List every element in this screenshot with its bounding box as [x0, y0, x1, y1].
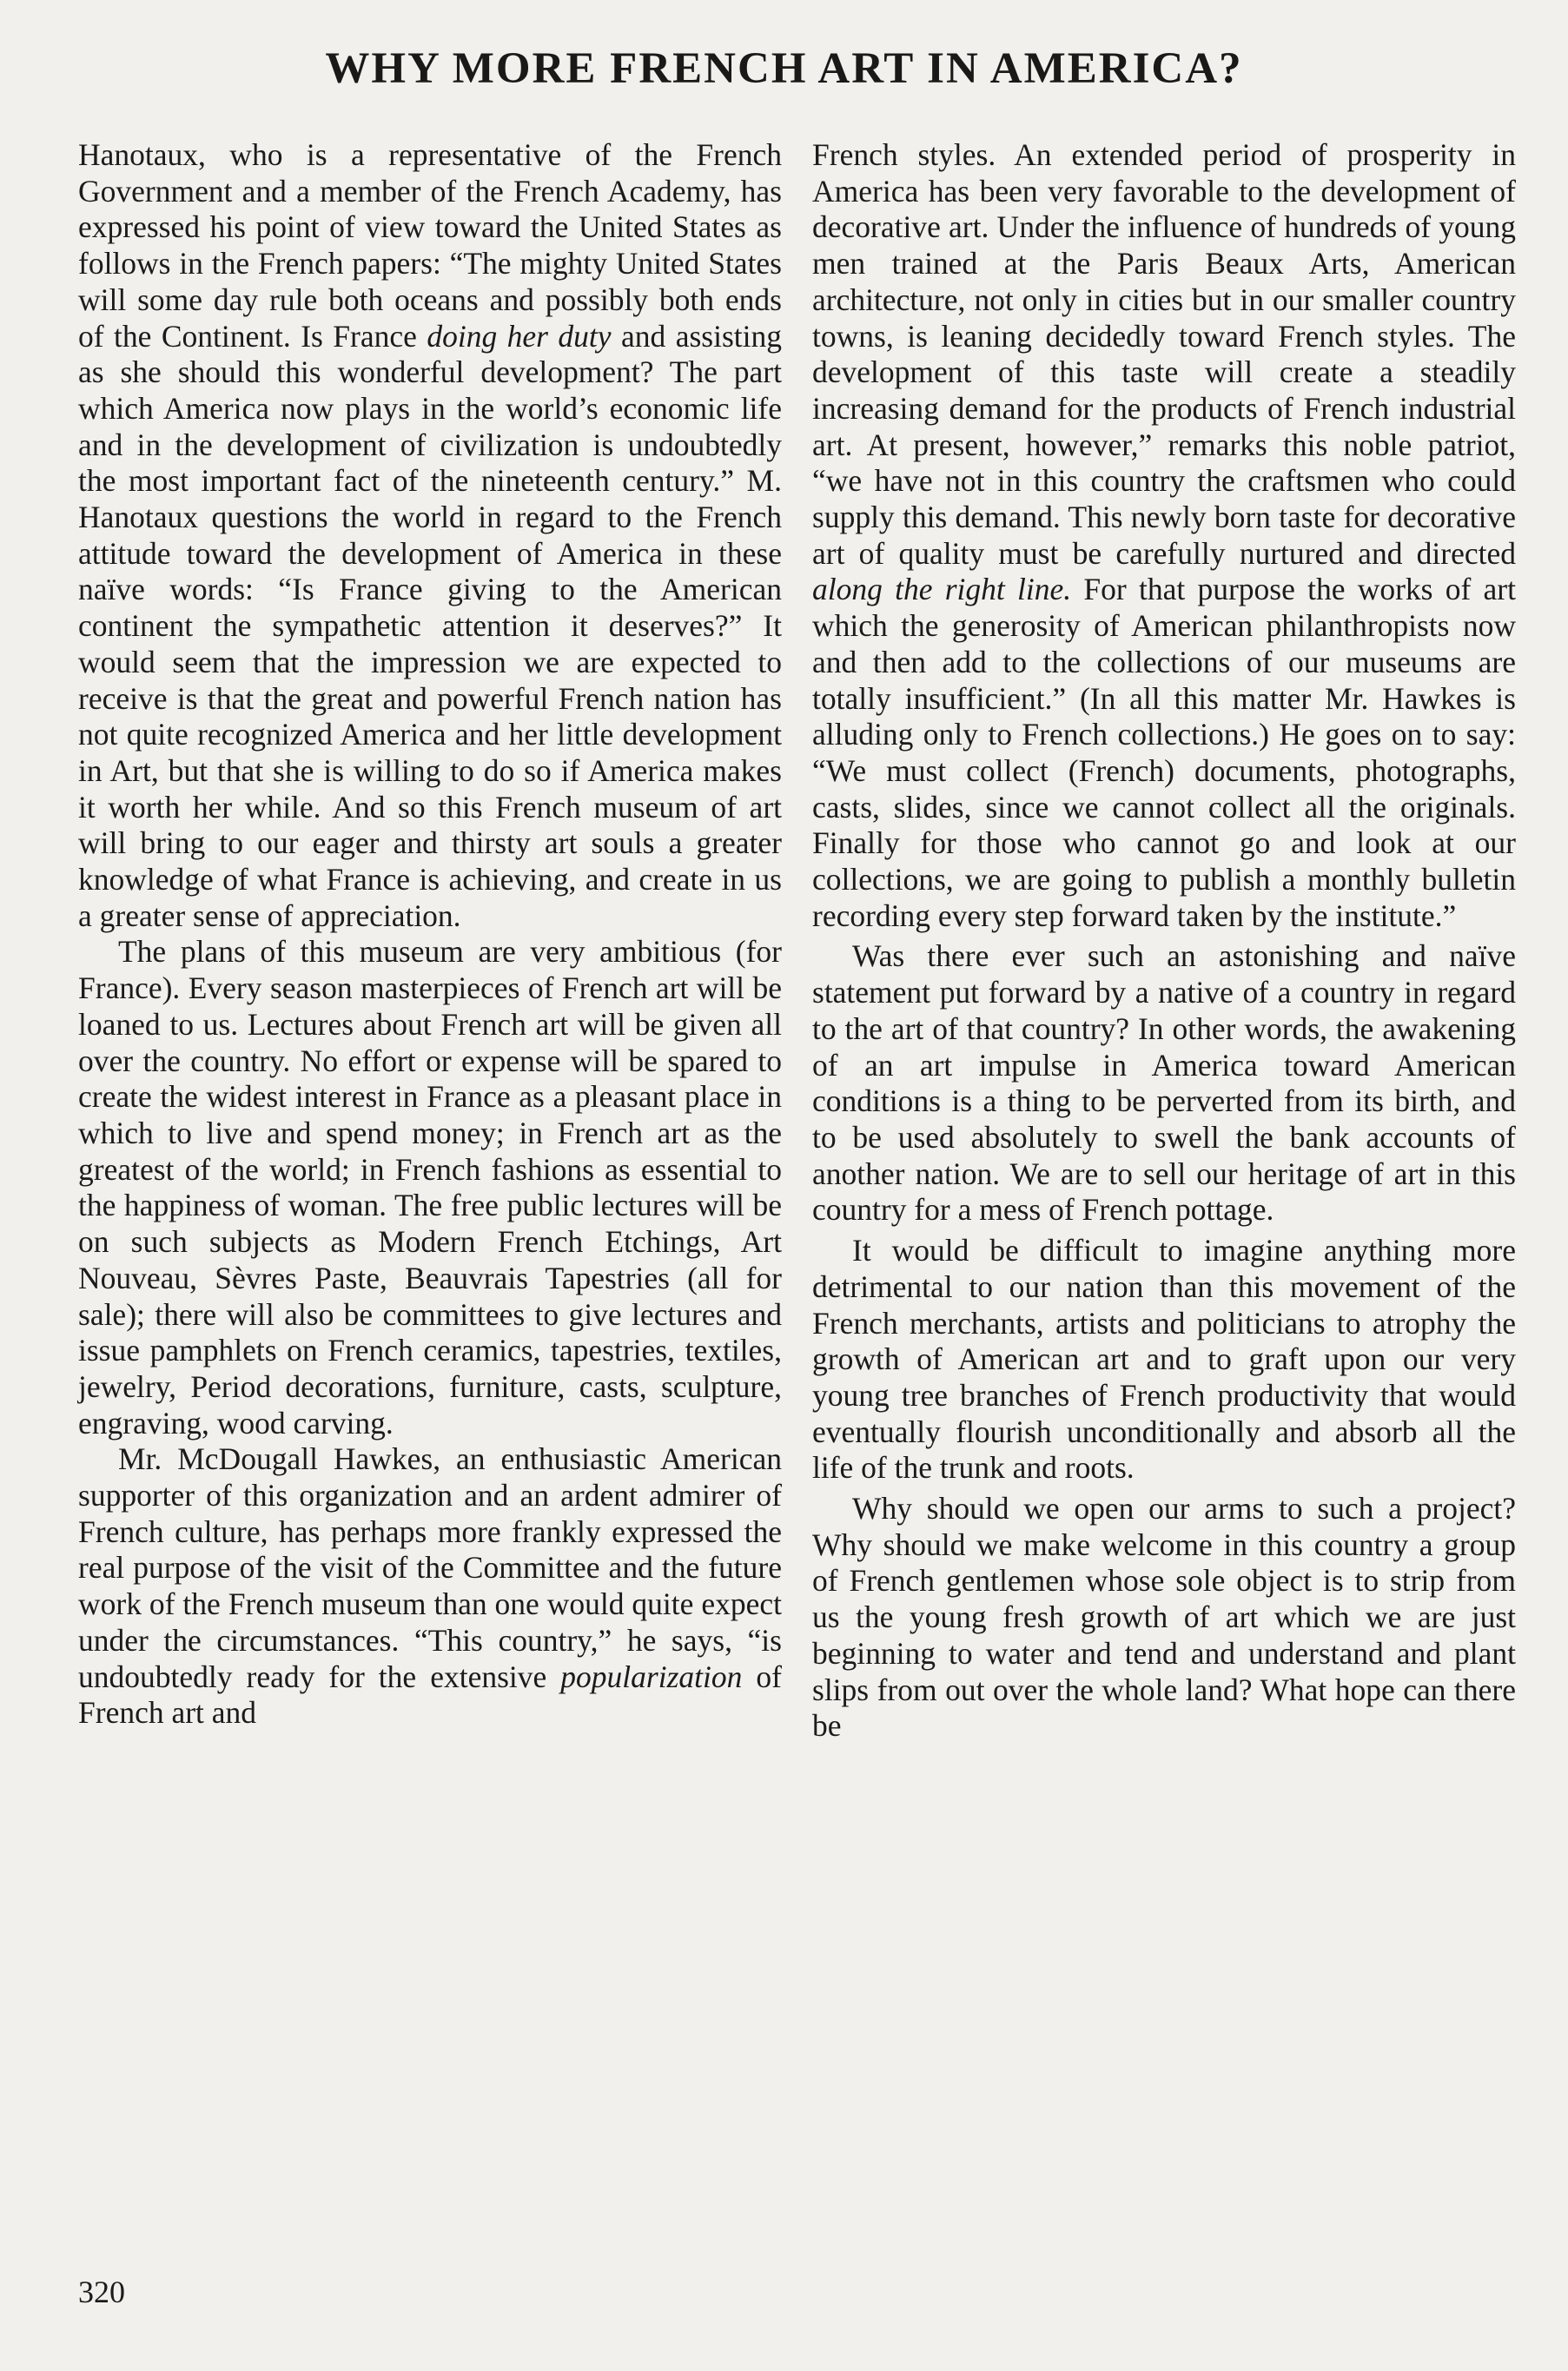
paragraph-text: Mr. McDougall Hawkes, an enthusiastic American supporter of this organization and an ardent admirer of French culture, has perhaps more frankly expressed the real purpose of the visit of the Committee and the future work of the French museum than one would quite expect under the circumstances. “This country,” he says, “is undoubtedly ready for the extensive	[78, 1441, 782, 1694]
paragraph-detrimental: It would be difficult to imagine anything more detrimental to our nation than this movement of the French merchants, artists and politicians to atrophy the growth of American art and to graft upon our very young tree branches of French productivity that would eventually flourish unconditionally and absorb all the life of the trunk and roots.	[812, 1233, 1516, 1486]
paragraph-text: of French art and	[78, 1659, 782, 1731]
paragraph-french-styles	[812, 137, 1516, 934]
paragraph-text: French styles. An extended period of prosperity in America has been very favorable to the development of decorative art. Under the influence of hundreds of young men trained at the Paris Beaux Arts, American architecture, not only in cities but in our smaller country towns, is leaning decidedly toward French styles. The development of this taste will create a steadily increasing demand for the products of French industrial art. At present, however,” remarks this noble patriot, “we have not in this country the craftsmen who could supply this demand. This newly born taste for decorative art of quality must be carefully nurtured and directed	[812, 137, 1516, 571]
right-column	[812, 137, 1516, 1745]
page-number: 320	[78, 2275, 125, 2309]
paragraph-museum-plans: The plans of this museum are very ambitious (for France). Every season masterpieces of French art will be loaned to us. Lectures about French art will be given all over the country. No effort or expense will be spared to create the widest interest in France as a pleasant place in which to live and spend money; in French art as the greatest of the world; in French fashions as essential to the happiness of woman. The free public lectures will be on such subjects as Modern French Etchings, Art Nouveau, Sèvres Paste, Beauvrais Tapestries (all for sale); there will also be committees to give lectures and issue pamphlets on French ceramics, tapestries, textiles, jewelry, Period decorations, furniture, casts, sculpture, engraving, wood carving.	[78, 934, 782, 1440]
paragraph-text: Hanotaux, who is a representative of the French Government and a member of the French Academy, has expressed his point of view toward the United States as follows in the French papers: “The mighty United States will some day rule both oceans and possibly both ends of the Continent. Is France	[78, 137, 782, 354]
left-column	[78, 137, 782, 1732]
italic-phrase: doing her duty	[427, 318, 612, 354]
paragraph-hanotaux	[78, 137, 782, 934]
paragraph-text: and assisting as she should this wonderful development? The part which America now plays in the world’s economic life and in the development of civilization is undoubtedly the most important fact of the nineteenth century.” M. Hanotaux questions the world in regard to the French attitude toward the development of America in these naïve words: “Is France giving to the American continent the sympathetic attention it deserves?” It would seem that the impression we are expected to receive is that the great and powerful French nation has not quite recognized America and her little development in Art, but that she is willing to do so if America makes it worth her while. And so this French museum of art will bring to our eager and thirsty art souls a greater knowledge of what France is achieving, and create in us a greater sense of appreciation.	[78, 318, 782, 933]
paragraph-hawkes	[78, 1441, 782, 1732]
paragraph-text: For that purpose the works of art which the generosity of American philanthropists now and then add to the collections of our museums are totally insufficient.” (In all this matter Mr. Hawkes is alluding only to French collections.) He goes on to say: “We must collect (French) documents, photographs, casts, slides, since we cannot collect all the originals. Finally for those who cannot go and look at our collections, we are going to publish a monthly bulletin recording every step forward taken by the institute.”	[812, 572, 1516, 933]
page-title: WHY MORE FRENCH ART IN AMERICA?	[325, 44, 1243, 93]
paragraph-open-arms: Why should we open our arms to such a project? Why should we make welcome in this country a group of French gentlemen whose sole object is to strip from us the young fresh growth of art which we are just beginning to water and tend and understand and plant slips from out over the whole land? What hope can there be	[812, 1491, 1516, 1744]
italic-phrase: popularization	[560, 1659, 743, 1694]
italic-phrase: along the right line.	[812, 572, 1072, 607]
paragraph-astonishing-statement: Was there ever such an astonishing and naïve statement put forward by a native of a country in regard to the art of that country? In other words, the awakening of an art impulse in America toward American conditions is a thing to be perverted from its birth, and to be used absolutely to swell the bank accounts of another nation. We are to sell our heritage of art in this country for a mess of French pottage.	[812, 938, 1516, 1228]
